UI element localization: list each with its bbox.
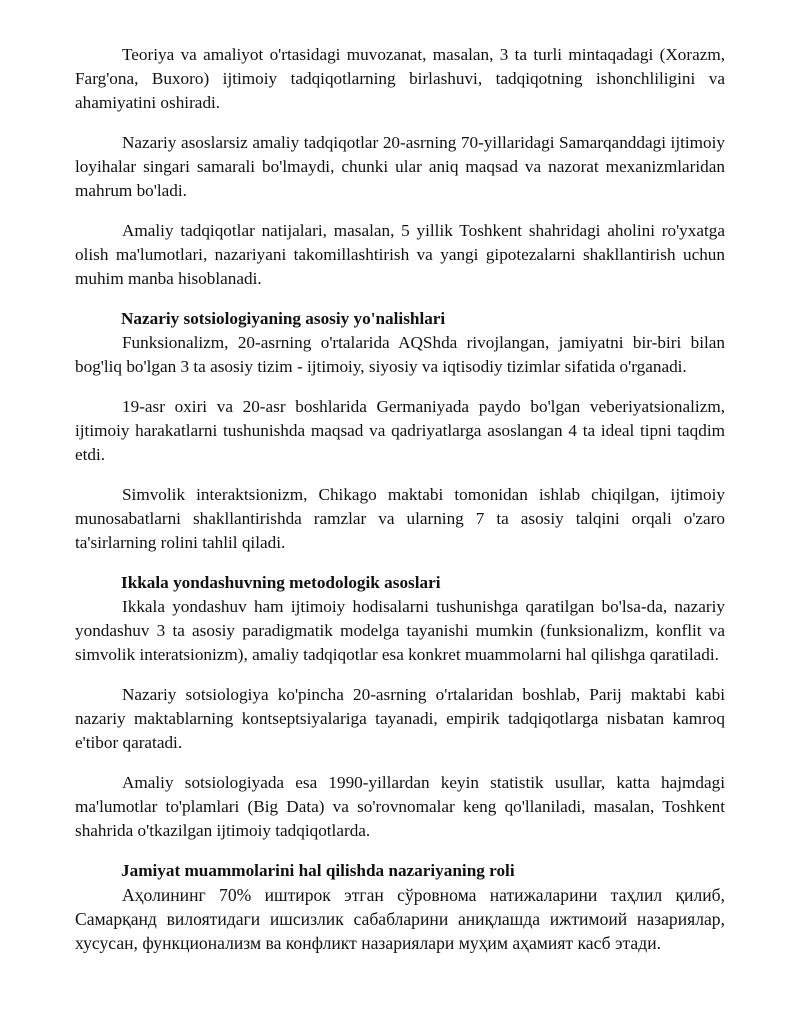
paragraph: Amaliy tadqiqotlar natijalari, masalan, 5 yillik Toshkent shahridagi aholini ro'yxatga olish ma'lumotlari, nazariyani takomillashtirish va yangi gipotezalarni shakllantirish uchun muhim manba hisoblanadi. xyxy=(75,221,725,288)
paragraph: Nazariy sotsiologiya ko'pincha 20-asrning o'rtalaridan boshlab, Parij maktabi kabi nazariy maktablarning kontseptsiyalariga tayanadi, empirik tadqiqotlarga nisbatan kamroq e'tibor qaratadi. xyxy=(75,685,725,752)
paragraph: Аҳолининг 70% иштирок этган сўровнома натижаларини таҳлил қилиб, Самарқанд вилоятидаги ишсизлик сабабларини аниқлашда ижтимоий назариялар, хусусан, функционализм ва конфликт назариялари муҳим аҳамият касб этади. xyxy=(75,885,725,953)
paragraph: 19-asr oxiri va 20-asr boshlarida Germaniyada paydo bo'lgan veberiyatsionalizm, ijtimoiy harakatlarni tushunishda maqsad va qadriyatlarga asoslangan 4 ta ideal tipni taqdim etdi. xyxy=(75,397,725,464)
paragraph: Ikkala yondashuv ham ijtimoiy hodisalarni tushunishga qaratilgan bo'lsa-da, nazariy yondashuv 3 ta asosiy paradigmatik modelga tayanishi mumkin (funksionalizm, konflit va simvolik interatsionizm), amaliy tadqiqotlar esa konkret muammolarni hal qilishga qaratiladi. xyxy=(75,597,725,664)
document-page xyxy=(75,43,725,955)
paragraph: Simvolik interaktsionizm, Chikago maktabi tomonidan ishlab chiqilgan, ijtimoiy munosabatlarni shakllantirishda ramzlar va ularning 7 ta asosiy talqini orqali o'zaro ta'sirlarning rolini tahlil qiladi. xyxy=(75,485,725,552)
paragraph: Teoriya va amaliyot o'rtasidagi muvozanat, masalan, 3 ta turli mintaqadagi (Xorazm, Farg'ona, Buxoro) ijtimoiy tadqiqotlarning birlashuvi, tadqiqotning ishonchliligini va ahamiyatini oshiradi. xyxy=(75,45,725,112)
paragraph: Funksionalizm, 20-asrning o'rtalarida AQShda rivojlangan, jamiyatni bir-biri bilan bog'liq bo'lgan 3 ta asosiy tizim - ijtimoiy, siyosiy va iqtisodiy tizimlar sifatida o'rganadi. xyxy=(75,333,725,376)
paragraph: Nazariy asoslarsiz amaliy tadqiqotlar 20-asrning 70-yillaridagi Samarqanddagi ijtimoiy loyihalar singari samarali bo'lmaydi, chunki ular aniq maqsad va nazorat mexanizmlaridan mahrum bo'ladi. xyxy=(75,133,725,200)
section-heading: Jamiyat muammolarini hal qilishda nazariyaning roli xyxy=(121,861,515,880)
section-heading: Ikkala yondashuvning metodologik asoslari xyxy=(121,573,441,592)
section-heading: Nazariy sotsiologiyaning asosiy yo'nalishlari xyxy=(121,309,446,328)
paragraph: Amaliy sotsiologiyada esa 1990-yillardan keyin statistik usullar, katta hajmdagi ma'lumotlar to'plamlari (Big Data) va so'rovnomalar keng qo'llaniladi, masalan, Toshkent shahrida o'tkazilgan ijtimoiy tadqiqotlarda. xyxy=(75,773,725,840)
